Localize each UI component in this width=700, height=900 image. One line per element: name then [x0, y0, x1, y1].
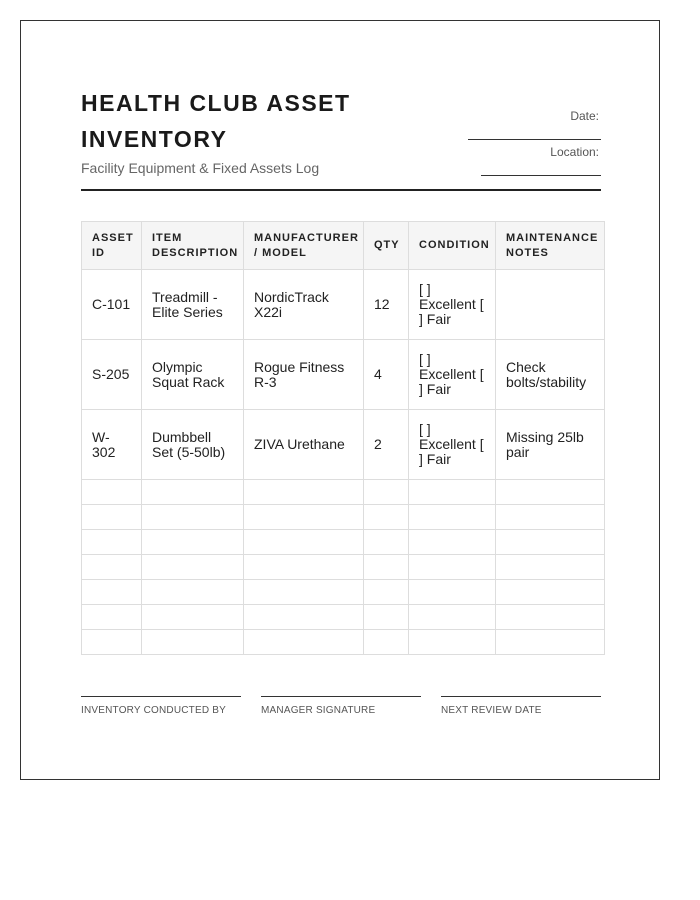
asset-id-cell[interactable]: W-302	[82, 410, 142, 480]
date-label: Date:	[570, 109, 599, 123]
asset-id-cell[interactable]: C-101	[82, 270, 142, 340]
item-description-cell[interactable]: Dumbbell Set (5-50lb)	[142, 410, 244, 480]
column-header-qty: QTY	[364, 222, 409, 270]
qty-cell[interactable]: 12	[364, 270, 409, 340]
column-header-maintenance-notes: MAINTENANCE NOTES	[496, 222, 605, 270]
manufacturer-cell[interactable]: ZIVA Urethane	[244, 410, 364, 480]
empty-table-row[interactable]	[82, 555, 605, 580]
inventory-table	[81, 221, 605, 655]
column-header-item-description: ITEM DESCRIPTION	[142, 222, 244, 270]
empty-table-row[interactable]	[82, 605, 605, 630]
maintenance-notes-cell[interactable]	[496, 270, 605, 340]
manager-signature-line[interactable]	[261, 696, 421, 697]
signature-manager	[261, 696, 421, 716]
conducted-by-signature-line[interactable]	[81, 696, 241, 697]
next-review-date-line[interactable]	[441, 696, 601, 697]
header-divider	[81, 189, 601, 191]
table-row	[82, 410, 605, 480]
manufacturer-cell[interactable]: NordicTrack X22i	[244, 270, 364, 340]
document-subtitle: Facility Equipment & Fixed Assets Log	[81, 160, 320, 176]
date-field-line[interactable]	[468, 139, 601, 140]
manager-signature-label: MANAGER SIGNATURE	[261, 705, 376, 716]
inventory-sheet	[20, 20, 660, 780]
qty-cell[interactable]: 4	[364, 340, 409, 410]
column-header-manufacturer-model: MANUFACTURER / MODEL	[244, 222, 364, 270]
empty-table-row[interactable]	[82, 530, 605, 555]
item-description-cell[interactable]: Treadmill - Elite Series	[142, 270, 244, 340]
conducted-by-label: INVENTORY CONDUCTED BY	[81, 705, 226, 716]
table-row	[82, 340, 605, 410]
signature-next-review	[441, 696, 601, 716]
condition-cell[interactable]: [ ] Excellent [ ] Fair	[409, 270, 496, 340]
empty-table-row[interactable]	[82, 630, 605, 655]
column-header-condition: CONDITION	[409, 222, 496, 270]
maintenance-notes-cell[interactable]: Missing 25lb pair	[496, 410, 605, 480]
column-header-asset-id: ASSET ID	[82, 222, 142, 270]
location-field-line[interactable]	[481, 175, 601, 176]
table-header-row	[82, 222, 605, 270]
item-description-cell[interactable]: Olympic Squat Rack	[142, 340, 244, 410]
table-row	[82, 270, 605, 340]
manufacturer-cell[interactable]: Rogue Fitness R-3	[244, 340, 364, 410]
signature-conducted-by	[81, 696, 241, 716]
asset-id-cell[interactable]: S-205	[82, 340, 142, 410]
empty-table-row[interactable]	[82, 580, 605, 605]
next-review-date-label: NEXT REVIEW DATE	[441, 705, 542, 716]
document-title: HEALTH CLUB ASSET INVENTORY	[81, 90, 351, 152]
empty-table-row[interactable]	[82, 505, 605, 530]
maintenance-notes-cell[interactable]: Check bolts/stability	[496, 340, 605, 410]
location-label: Location:	[550, 145, 599, 159]
condition-cell[interactable]: [ ] Excellent [ ] Fair	[409, 410, 496, 480]
qty-cell[interactable]: 2	[364, 410, 409, 480]
empty-table-row[interactable]	[82, 480, 605, 505]
condition-cell[interactable]: [ ] Excellent [ ] Fair	[409, 340, 496, 410]
